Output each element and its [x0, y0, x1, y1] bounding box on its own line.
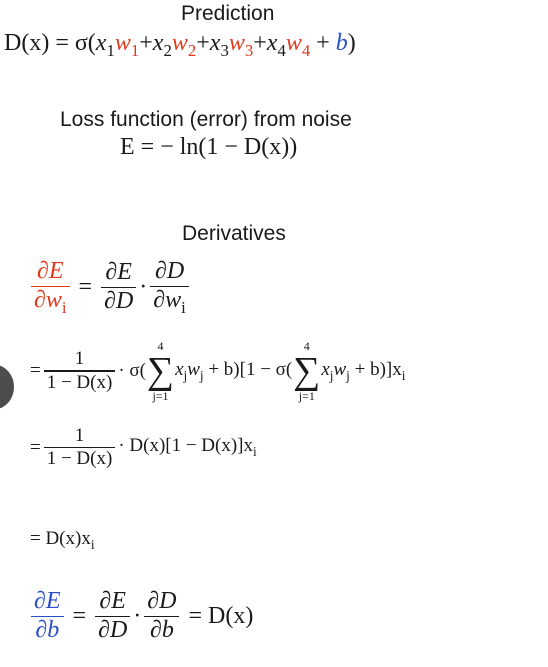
prediction-equation: [4, 30, 356, 61]
term-x2-sub: 2: [163, 40, 172, 60]
dot-b: ·: [133, 602, 142, 629]
frac-dE-dD: [101, 259, 136, 316]
prediction-heading: Prediction: [181, 2, 275, 25]
lhs-den-w: ∂w: [34, 287, 62, 314]
term-w1-sub: 1: [130, 40, 140, 60]
sum2-tail-sub: i: [401, 367, 406, 383]
lhs-num-w: ∂E: [37, 258, 64, 284]
term-w1: w: [114, 30, 131, 56]
derivative-line-3: [30, 425, 257, 470]
sum2-w: w: [333, 358, 347, 380]
num-dE: ∂E: [105, 259, 132, 286]
dot-w: ·: [139, 274, 148, 301]
num-dD: ∂D: [154, 258, 185, 284]
line2-sigma-open: · σ(: [118, 360, 146, 381]
line3-den: 1 − D(x): [46, 448, 113, 470]
lhs-fraction-w: [31, 258, 70, 317]
lhs-num-b: ∂E: [34, 588, 61, 614]
plus-2: +: [196, 30, 210, 56]
summation-1: [147, 340, 174, 402]
sum1-w-sub: j: [199, 367, 204, 383]
plus-3: +: [253, 30, 267, 56]
den-dD: ∂D: [104, 288, 134, 315]
sum2-tail: + b)]x: [349, 358, 402, 380]
sum2-w-sub: j: [346, 367, 350, 383]
plus-b: +: [310, 30, 336, 56]
den-dD-b: ∂D: [98, 617, 128, 644]
line4-sub: i: [90, 536, 95, 552]
sum2-x-sub: j: [329, 367, 334, 383]
derivative-line-2: [30, 340, 405, 402]
lhs-fraction-b: [31, 588, 64, 645]
term-x4: x: [266, 30, 278, 56]
line3-num: 1: [74, 425, 85, 446]
prediction-close: ): [347, 30, 356, 56]
den-db: ∂b: [149, 617, 174, 644]
term-x1-sub: 1: [106, 40, 115, 60]
term-w2-sub: 2: [187, 40, 197, 60]
lhs-den-w-sub: i: [61, 297, 67, 317]
term-x4-sub: 4: [277, 40, 286, 60]
prediction-lhs: D(x) = σ(: [4, 30, 96, 56]
line3-equals: =: [30, 436, 41, 458]
line3-rest: · D(x)[1 − D(x)]x: [118, 435, 254, 457]
equals-b: =: [72, 602, 87, 629]
frac-dE-dD-b: [95, 588, 130, 645]
equals-w: =: [78, 274, 93, 301]
term-x2: x: [152, 30, 164, 56]
loss-equation: E = − ln(1 − D(x)): [120, 134, 298, 160]
num-dD-b: ∂D: [147, 588, 177, 614]
result-b: = D(x): [188, 602, 254, 629]
term-w4: w: [285, 30, 302, 56]
sum2-bottom: j=1: [298, 389, 315, 403]
line3-rest-sub: i: [253, 444, 257, 460]
sum1-bottom: j=1: [152, 389, 169, 403]
line3-fraction: [44, 425, 116, 470]
lhs-den-b: ∂b: [35, 617, 60, 644]
line2-fraction: [44, 348, 116, 393]
term-w2: w: [171, 30, 188, 56]
term-x3: x: [209, 30, 221, 56]
sum1-x: x: [175, 358, 184, 380]
num-dE-b: ∂E: [99, 588, 126, 614]
line4-text: = D(x)x: [30, 528, 91, 549]
derivatives-heading: Derivatives: [182, 222, 286, 245]
frac-dD-db: [144, 588, 179, 645]
term-x3-sub: 3: [220, 40, 229, 60]
bias-b: b: [335, 30, 348, 56]
term-x1: x: [95, 30, 107, 56]
sum1-sigma: ∑: [146, 350, 175, 392]
derivative-w-equation: [28, 258, 192, 317]
plus-1: +: [139, 30, 153, 56]
frac-dD-dw: [150, 258, 189, 317]
edge-shape: [0, 365, 14, 409]
derivative-line-4: [30, 528, 95, 553]
line2-num: 1: [74, 348, 85, 370]
sum1-top: 4: [157, 339, 164, 353]
sum1-tail: + b)[1 − σ(: [203, 358, 293, 380]
sum2-sigma: ∑: [293, 350, 321, 392]
summation-2: [293, 340, 320, 402]
sum1-w: w: [187, 358, 200, 380]
sum2-x: x: [321, 358, 330, 380]
line2-den: 1 − D(x): [46, 371, 113, 393]
term-w3: w: [228, 30, 245, 56]
derivative-b-equation: [28, 588, 259, 645]
term-w3-sub: 3: [244, 40, 254, 60]
den-dw: ∂w: [153, 287, 182, 314]
sum2-top: 4: [303, 339, 310, 353]
den-dw-sub: i: [181, 297, 186, 317]
loss-heading: Loss function (error) from noise: [60, 108, 352, 131]
sum1-x-sub: j: [183, 367, 188, 383]
line2-equals: =: [30, 360, 41, 381]
term-w4-sub: 4: [301, 40, 311, 60]
